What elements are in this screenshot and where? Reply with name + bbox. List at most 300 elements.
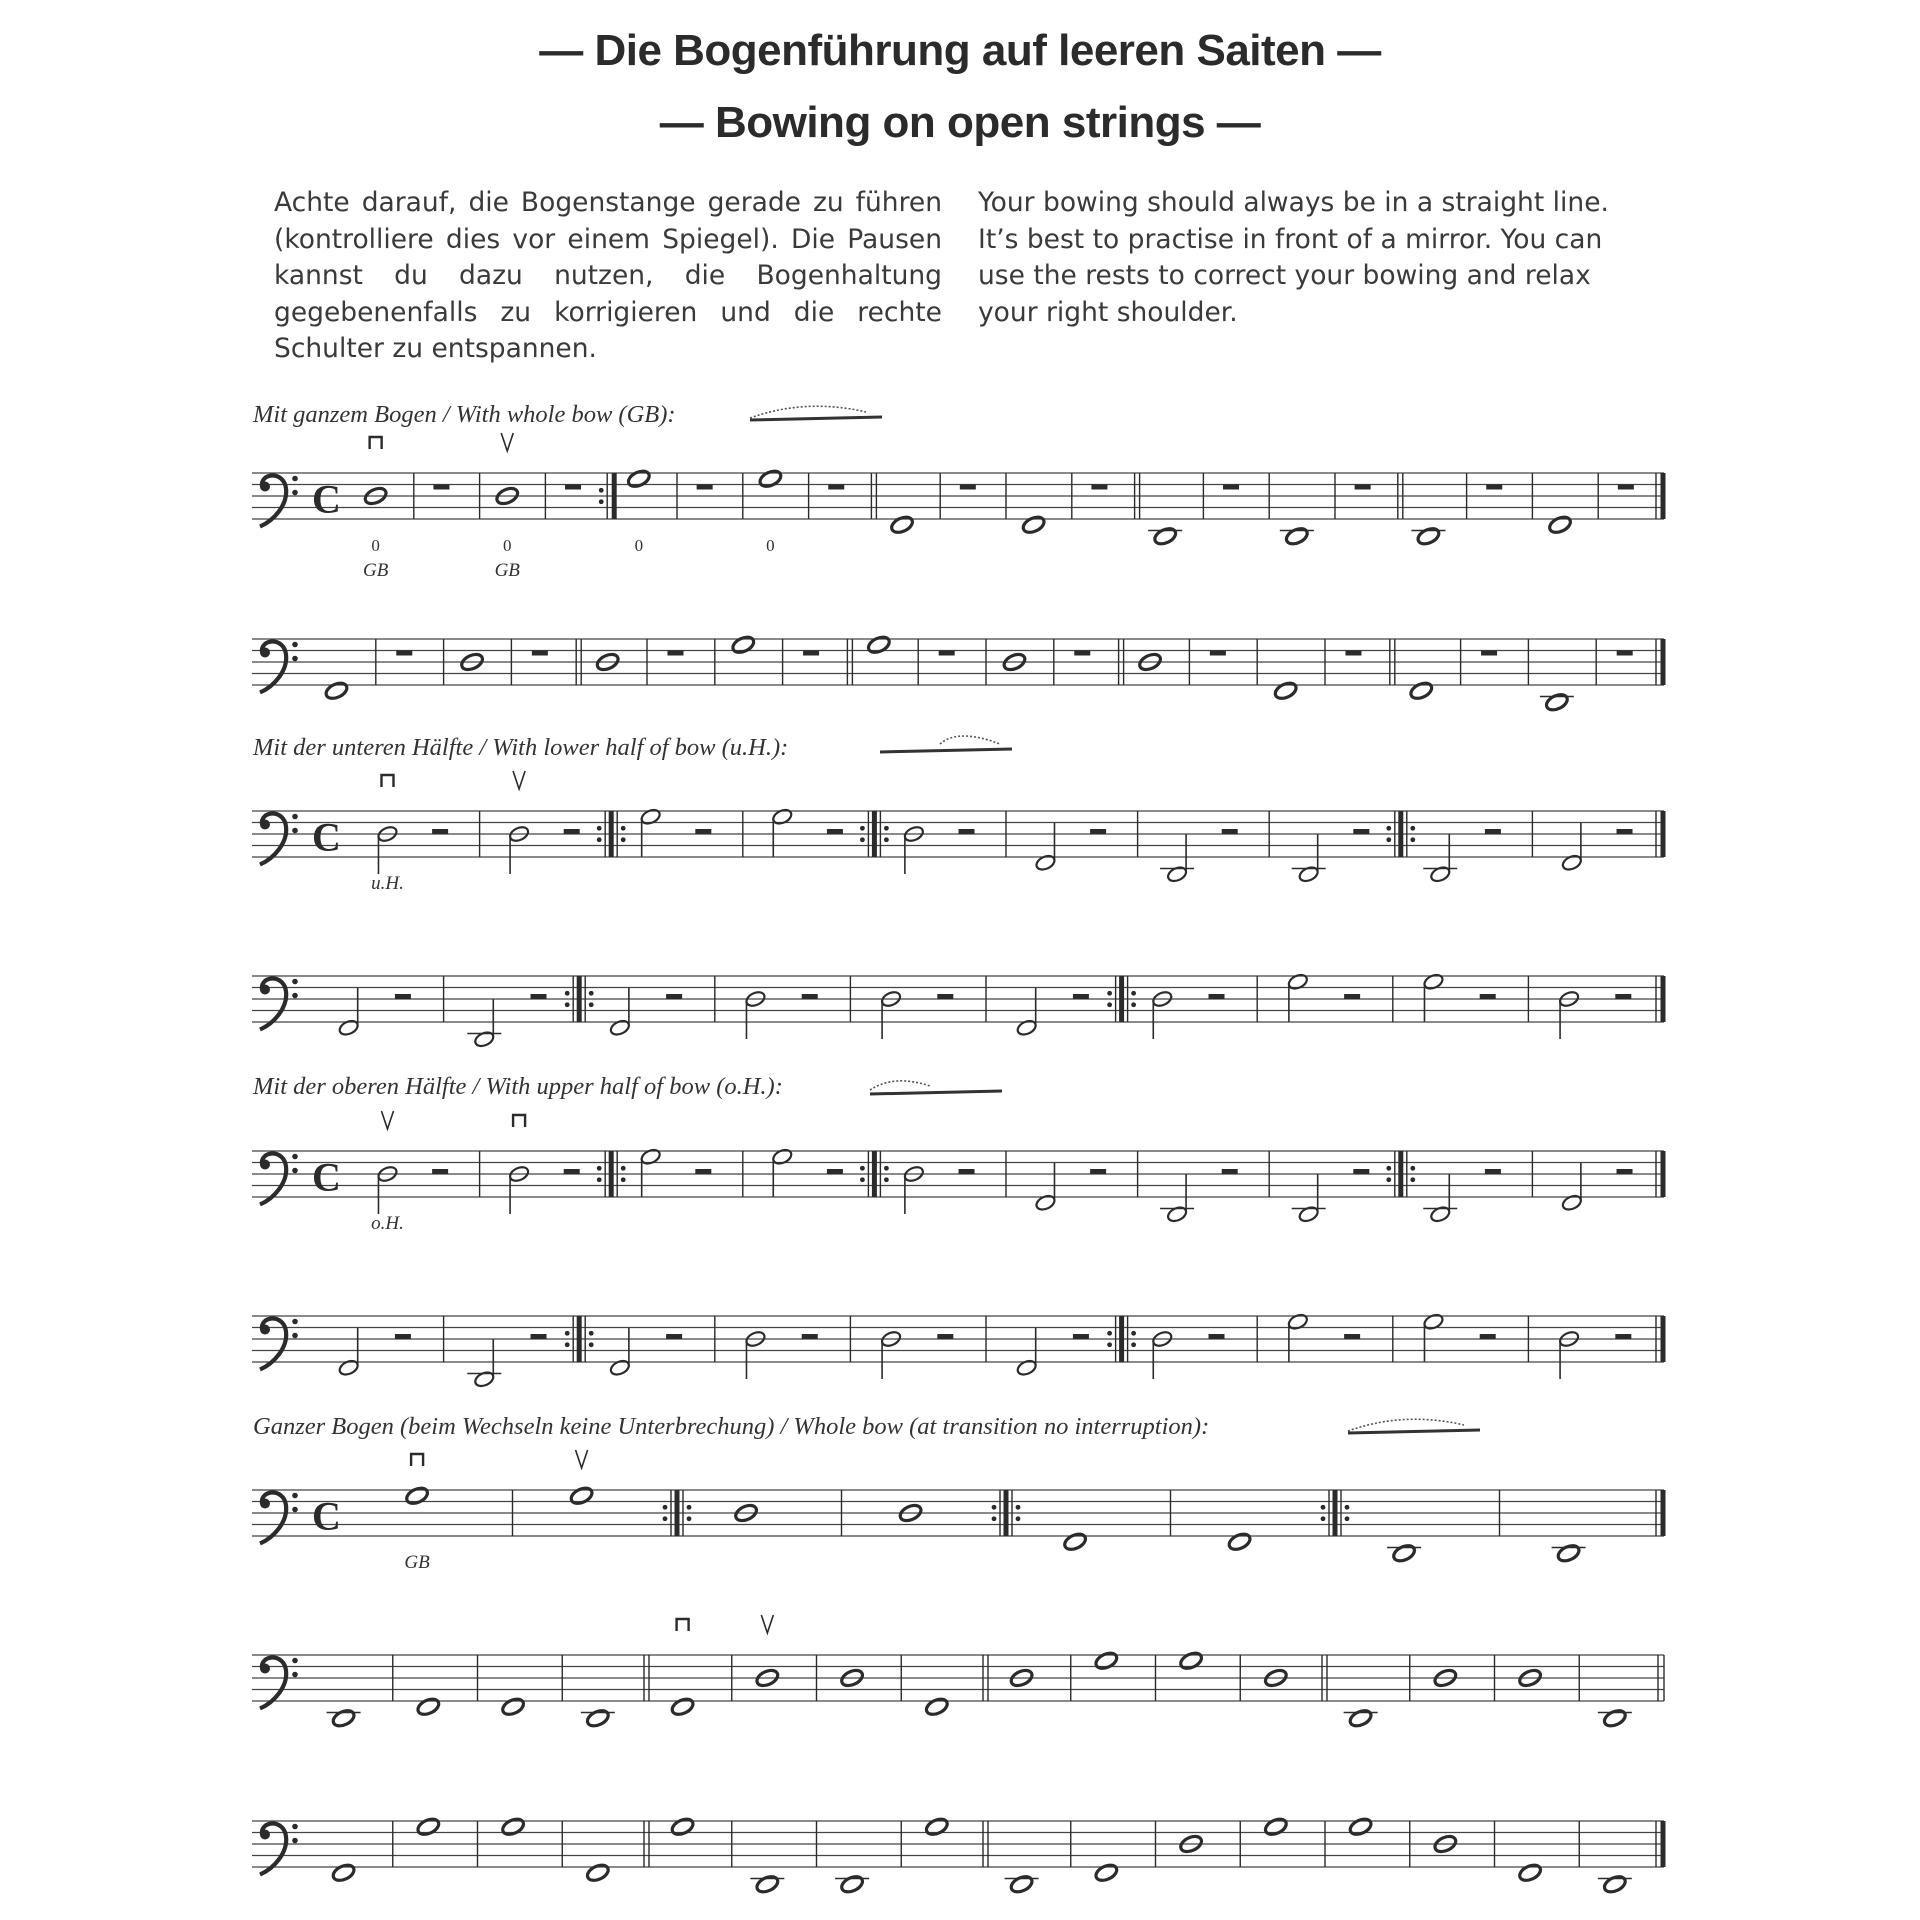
half-rest xyxy=(1353,1169,1369,1174)
intro-text-german: Achte darauf, die Bogenstange gerade zu führen (kontrolliere dies vor einem Spiegel). Die Pausen kannst du dazu nutzen, die Bogenhaltung gegebenenfalls zu korrigieren und die rechte Schulter zu entspannen. xyxy=(274,187,942,364)
staff-7 xyxy=(252,1450,1666,1573)
whole-note-head xyxy=(758,468,784,489)
measure xyxy=(609,976,715,1037)
repeat-dot xyxy=(1386,826,1391,831)
whole-note-head xyxy=(585,1708,611,1729)
repeat-dot xyxy=(884,826,889,831)
measure xyxy=(866,634,918,685)
repeat-dot xyxy=(621,1177,626,1182)
staff-8 xyxy=(252,1615,1664,1729)
repeat-dot xyxy=(621,826,626,831)
repeat-dot xyxy=(589,1342,594,1347)
up-bow-icon xyxy=(381,1111,393,1129)
measure xyxy=(363,437,414,581)
section-heading-whole-bow-continuous: Ganzer Bogen (beim Wechseln keine Unterbrechung) / Whole bow (at transition no interruption): xyxy=(253,1413,1210,1440)
measure xyxy=(1062,1490,1170,1552)
whole-rest xyxy=(667,651,683,656)
barline-thick xyxy=(1661,473,1666,519)
bass-clef-dot-lower xyxy=(292,1672,298,1678)
whole-note-head xyxy=(889,514,915,535)
whole-note-head xyxy=(416,1816,442,1837)
half-rest xyxy=(1222,829,1238,834)
half-note-head xyxy=(1561,1193,1583,1212)
barline-thick xyxy=(1119,1316,1124,1362)
whole-note-head xyxy=(1556,1543,1582,1564)
half-rest xyxy=(1344,994,1360,999)
bass-clef-dot-upper xyxy=(292,1658,298,1664)
measure xyxy=(880,1316,986,1379)
measure xyxy=(1287,972,1393,1022)
measure xyxy=(1273,639,1325,701)
bass-clef-dot-lower xyxy=(292,828,298,834)
whole-note-head xyxy=(626,468,652,489)
half-rest xyxy=(1090,829,1106,834)
bass-clef-dot xyxy=(260,1499,270,1509)
half-rest xyxy=(1617,829,1633,834)
bass-clef-dot xyxy=(260,1664,270,1674)
whole-note-head xyxy=(866,634,892,655)
half-rest xyxy=(432,1169,448,1174)
measure xyxy=(1547,473,1598,535)
bass-clef-dot xyxy=(260,648,270,658)
half-note-head xyxy=(771,1147,793,1166)
whole-rest xyxy=(1355,485,1371,490)
half-note-head xyxy=(609,1358,631,1377)
barline-thick xyxy=(609,1151,614,1197)
common-time-signature: C xyxy=(312,1154,341,1200)
whole-rest xyxy=(1617,651,1633,656)
section-heading-upper-half: Mit der oberen Hälfte / With upper half of bow (o.H.): xyxy=(253,1073,783,1100)
measure xyxy=(1409,639,1461,701)
bass-clef-dot xyxy=(260,1325,270,1335)
repeat-dot xyxy=(1345,1505,1350,1510)
measure xyxy=(338,976,444,1037)
measure xyxy=(1016,1316,1136,1377)
whole-note-head xyxy=(1409,680,1435,701)
whole-note-head xyxy=(1544,692,1570,713)
bass-clef-dot xyxy=(260,1830,270,1840)
whole-note-head xyxy=(1284,526,1310,547)
whole-rest xyxy=(697,485,713,490)
repeat-dot xyxy=(1131,991,1136,996)
measure xyxy=(903,811,1006,874)
half-note-head xyxy=(640,807,662,826)
measure xyxy=(626,468,677,555)
up-bow-icon xyxy=(501,433,513,451)
whole-note-head xyxy=(1416,526,1442,547)
measure xyxy=(903,1151,1006,1214)
repeat-dot xyxy=(884,837,889,842)
staff-3 xyxy=(252,771,1666,894)
common-time-signature: C xyxy=(312,1493,341,1539)
bow-marking-text: u.H. xyxy=(371,873,404,894)
measure xyxy=(1558,1316,1666,1379)
whole-rest xyxy=(828,485,844,490)
bass-clef-dot xyxy=(260,1160,270,1170)
whole-rest xyxy=(960,485,976,490)
repeat-dot xyxy=(597,837,602,842)
whole-rest xyxy=(1091,485,1107,490)
half-rest xyxy=(959,829,975,834)
bass-clef-dot-lower xyxy=(292,1838,298,1844)
barline-thick xyxy=(1398,811,1403,857)
whole-note-head xyxy=(569,1485,595,1506)
whole-note-head xyxy=(404,1485,430,1506)
up-bow-icon xyxy=(761,1615,773,1633)
measure xyxy=(1094,1821,1156,1883)
repeat-dot xyxy=(597,826,602,831)
measure xyxy=(1287,1312,1393,1362)
measure xyxy=(1517,1821,1579,1883)
barline-thick xyxy=(1398,1151,1403,1197)
half-rest xyxy=(695,829,711,834)
whole-note-head xyxy=(1094,1650,1120,1671)
bass-clef-dot-lower xyxy=(292,490,298,496)
staff-4 xyxy=(252,972,1666,1048)
measure xyxy=(640,1147,743,1197)
repeat-dot xyxy=(1321,1505,1326,1510)
bass-clef-dot xyxy=(260,985,270,995)
whole-note-head xyxy=(1227,1531,1253,1552)
measure xyxy=(324,639,376,701)
half-rest xyxy=(531,1334,547,1339)
half-rest xyxy=(564,829,580,834)
repeat-dot xyxy=(1410,826,1415,831)
bass-clef-dot-upper xyxy=(292,1824,298,1830)
half-note-head xyxy=(338,1018,360,1037)
whole-note-head xyxy=(585,1862,611,1883)
half-rest xyxy=(937,1334,953,1339)
fingering-number: 0 xyxy=(371,536,380,555)
bass-clef-dot xyxy=(260,820,270,830)
measure xyxy=(331,1821,393,1883)
bass-clef-dot-upper xyxy=(292,979,298,985)
measure xyxy=(1151,1316,1257,1379)
half-rest xyxy=(1344,1334,1360,1339)
half-rest xyxy=(531,994,547,999)
repeat-dot xyxy=(1107,1002,1112,1007)
whole-note-head xyxy=(500,1816,526,1837)
section-heading-whole-bow: Mit ganzem Bogen / With whole bow (GB): xyxy=(253,401,676,428)
repeat-dot xyxy=(589,1331,594,1336)
measure xyxy=(771,807,889,857)
measure xyxy=(889,473,940,535)
repeat-dot xyxy=(663,1516,668,1521)
bass-clef-dot-lower xyxy=(292,1168,298,1174)
half-rest xyxy=(666,1334,682,1339)
barline-thick xyxy=(872,811,877,857)
repeat-dot xyxy=(884,1166,889,1171)
repeat-dot xyxy=(860,837,865,842)
whole-rest xyxy=(1223,485,1239,490)
half-note-head xyxy=(1287,972,1309,991)
repeat-dot xyxy=(992,1516,997,1521)
bass-clef-dot-lower xyxy=(292,1507,298,1513)
repeat-dot xyxy=(1131,1002,1136,1007)
repeat-dot xyxy=(565,991,570,996)
measure xyxy=(771,1147,889,1197)
measure xyxy=(744,1316,850,1379)
half-rest xyxy=(1480,994,1496,999)
barline-thick xyxy=(1661,1821,1666,1867)
repeat-dot xyxy=(1131,1342,1136,1347)
whole-rest xyxy=(1481,651,1497,656)
measure xyxy=(508,1115,626,1214)
measure xyxy=(1422,1312,1528,1362)
measure xyxy=(500,1816,562,1867)
half-rest xyxy=(666,994,682,999)
bass-clef-dot-upper xyxy=(292,1319,298,1325)
common-time-signature: C xyxy=(312,476,341,522)
half-note-head xyxy=(1166,865,1188,884)
barline-thick xyxy=(675,1490,680,1536)
half-note-head xyxy=(1034,853,1056,872)
measure xyxy=(1034,811,1137,872)
staff-2 xyxy=(252,634,1666,713)
whole-note-head xyxy=(839,1874,865,1895)
repeat-dot xyxy=(687,1505,692,1510)
half-rest xyxy=(564,1169,580,1174)
measure xyxy=(924,1816,988,1867)
measure xyxy=(670,1619,732,1717)
half-rest xyxy=(827,829,843,834)
measure xyxy=(670,1816,732,1867)
repeat-dot xyxy=(1386,1166,1391,1171)
measure xyxy=(1348,1816,1410,1867)
repeat-dot xyxy=(565,1002,570,1007)
half-note-head xyxy=(1034,1193,1056,1212)
measure xyxy=(585,1821,649,1883)
half-rest xyxy=(1222,1169,1238,1174)
bow-marking-text: GB xyxy=(362,560,389,581)
whole-note-head xyxy=(1263,1816,1289,1837)
repeat-dot xyxy=(992,1505,997,1510)
repeat-dot xyxy=(687,1516,692,1521)
title-english: — Bowing on open strings — xyxy=(659,98,1261,147)
barline-thick xyxy=(1661,1151,1666,1197)
whole-note-head xyxy=(1094,1862,1120,1883)
measure xyxy=(338,1316,444,1377)
down-bow-icon xyxy=(677,1619,689,1631)
measure xyxy=(731,634,783,685)
half-rest xyxy=(1209,1334,1225,1339)
bass-clef-dot-upper xyxy=(292,642,298,648)
section-heading-lower-half: Mit der unteren Hälfte / With lower half of bow (u.H.): xyxy=(253,734,789,761)
whole-note-head xyxy=(1517,1862,1543,1883)
half-rest xyxy=(1617,1169,1633,1174)
repeat-dot xyxy=(884,1177,889,1182)
staff-1 xyxy=(252,433,1666,581)
barline-thick xyxy=(612,473,617,519)
measure xyxy=(609,1316,715,1377)
title-german: — Die Bogenführung auf leeren Saiten — xyxy=(539,26,1381,75)
barline-thick xyxy=(577,976,582,1022)
fingering-number: 0 xyxy=(502,536,512,555)
barline-thick xyxy=(1661,639,1666,685)
whole-note-head xyxy=(331,1862,357,1883)
staff-5 xyxy=(252,1111,1666,1234)
measure xyxy=(1263,1816,1325,1867)
repeat-dot xyxy=(621,837,626,842)
up-bow-icon xyxy=(576,1450,588,1468)
measure xyxy=(1034,1151,1137,1212)
half-note-head xyxy=(1422,1312,1444,1331)
whole-note-head xyxy=(331,1708,357,1729)
whole-note-head xyxy=(670,1696,696,1717)
whole-rest xyxy=(803,651,819,656)
intro-text-english: Your bowing should always be in a straight line. It’s best to practise in front of a mirror. You can use the rests to correct your bowing and relax your right shoulder. xyxy=(978,187,1609,328)
repeat-dot xyxy=(1410,1166,1415,1171)
half-rest xyxy=(1209,994,1225,999)
bass-clef-dot-upper xyxy=(292,814,298,820)
half-rest xyxy=(432,829,448,834)
bow-marking-text: GB xyxy=(494,560,520,581)
repeat-dot xyxy=(621,1166,626,1171)
whole-note-head xyxy=(1062,1531,1088,1552)
barline-thick xyxy=(1661,1316,1666,1362)
half-rest xyxy=(1485,1169,1501,1174)
whole-note-head xyxy=(1391,1543,1417,1564)
half-rest xyxy=(802,994,818,999)
half-rest xyxy=(937,994,953,999)
measure xyxy=(1178,1650,1240,1701)
measure xyxy=(416,1816,478,1867)
half-note-head xyxy=(1298,865,1320,884)
bass-clef-dot-lower xyxy=(292,1333,298,1339)
half-note-head xyxy=(473,1030,495,1049)
half-rest xyxy=(1090,1169,1106,1174)
half-note-head xyxy=(1287,1312,1309,1331)
half-rest xyxy=(695,1169,711,1174)
repeat-dot xyxy=(1386,1177,1391,1182)
up-bow-icon xyxy=(513,771,525,789)
whole-rest xyxy=(532,651,548,656)
repeat-dot xyxy=(589,991,594,996)
whole-note-head xyxy=(1602,1708,1628,1729)
repeat-dot xyxy=(599,488,604,493)
repeat-dot xyxy=(1107,991,1112,996)
barline-thick xyxy=(1661,976,1666,1022)
staff-9 xyxy=(252,1816,1666,1895)
measure xyxy=(371,1111,479,1234)
half-rest xyxy=(827,1169,843,1174)
whole-note-head xyxy=(924,1696,950,1717)
whole-rest xyxy=(1618,485,1634,490)
half-rest xyxy=(395,994,411,999)
whole-note-head xyxy=(1602,1874,1628,1895)
whole-note-head xyxy=(1273,680,1299,701)
repeat-dot xyxy=(597,1177,602,1182)
measure xyxy=(1227,1490,1350,1552)
whole-rest xyxy=(939,651,955,656)
measure xyxy=(1561,811,1666,872)
whole-rest xyxy=(1345,651,1361,656)
half-note-head xyxy=(1298,1205,1320,1224)
whole-note-head xyxy=(324,680,350,701)
half-note-head xyxy=(771,807,793,826)
barline-thick xyxy=(872,1151,877,1197)
bass-clef-dot-lower xyxy=(292,656,298,662)
repeat-dot xyxy=(860,1177,865,1182)
measure xyxy=(1561,1151,1666,1212)
whole-note-head xyxy=(1547,514,1573,535)
repeat-dot xyxy=(1107,1331,1112,1336)
repeat-dot xyxy=(589,1002,594,1007)
half-rest xyxy=(1480,1334,1496,1339)
whole-note-head xyxy=(924,1816,950,1837)
whole-rest xyxy=(1210,651,1226,656)
bass-clef-dot-upper xyxy=(292,476,298,482)
bow-marking-text: GB xyxy=(404,1552,430,1573)
down-bow-icon xyxy=(381,775,393,787)
repeat-dot xyxy=(860,826,865,831)
half-note-head xyxy=(640,1147,662,1166)
half-rest xyxy=(1485,829,1501,834)
repeat-dot xyxy=(1016,1505,1021,1510)
repeat-dot xyxy=(597,1166,602,1171)
barline-thick xyxy=(1661,1490,1666,1536)
half-note-head xyxy=(1016,1358,1038,1377)
repeat-dot xyxy=(1410,1177,1415,1182)
measure xyxy=(755,1615,817,1701)
half-note-head xyxy=(1016,1018,1038,1037)
measure xyxy=(416,1655,478,1717)
barline-thick xyxy=(1119,976,1124,1022)
half-note-head xyxy=(1429,865,1451,884)
whole-note-head xyxy=(500,1696,526,1717)
half-note-head xyxy=(609,1018,631,1037)
half-rest xyxy=(395,1334,411,1339)
repeat-dot xyxy=(860,1166,865,1171)
fingering-number: 0 xyxy=(634,536,644,555)
whole-note-head xyxy=(1009,1874,1035,1895)
measure xyxy=(640,807,743,857)
repeat-dot xyxy=(1321,1516,1326,1521)
half-rest xyxy=(1615,994,1631,999)
measure xyxy=(1151,976,1257,1039)
barline-thick xyxy=(1661,811,1666,857)
whole-note-head xyxy=(755,1874,781,1895)
fingering-number: 0 xyxy=(766,536,775,555)
repeat-dot xyxy=(1345,1516,1350,1521)
repeat-dot xyxy=(1016,1516,1021,1521)
measure xyxy=(1558,976,1666,1039)
whole-note-head xyxy=(731,634,757,655)
half-note-head xyxy=(1429,1205,1451,1224)
barline-thick xyxy=(1333,1490,1338,1536)
half-note-head xyxy=(1166,1205,1188,1224)
measure xyxy=(1422,972,1528,1022)
measure xyxy=(758,468,809,555)
common-time-signature: C xyxy=(312,814,341,860)
half-rest xyxy=(1353,829,1369,834)
whole-rest xyxy=(396,651,412,656)
staff-6 xyxy=(252,1312,1666,1388)
half-rest xyxy=(802,1334,818,1339)
bass-clef-dot-upper xyxy=(292,1154,298,1160)
down-bow-icon xyxy=(411,1454,423,1466)
whole-note-head xyxy=(1152,526,1178,547)
half-rest xyxy=(959,1169,975,1174)
whole-rest xyxy=(1486,485,1502,490)
whole-note-head xyxy=(416,1696,442,1717)
repeat-dot xyxy=(565,1342,570,1347)
repeat-dot xyxy=(1386,837,1391,842)
measure xyxy=(569,1450,692,1536)
whole-rest xyxy=(433,485,449,490)
barline-thick xyxy=(609,811,614,857)
bow-marking-text: o.H. xyxy=(371,1213,404,1234)
